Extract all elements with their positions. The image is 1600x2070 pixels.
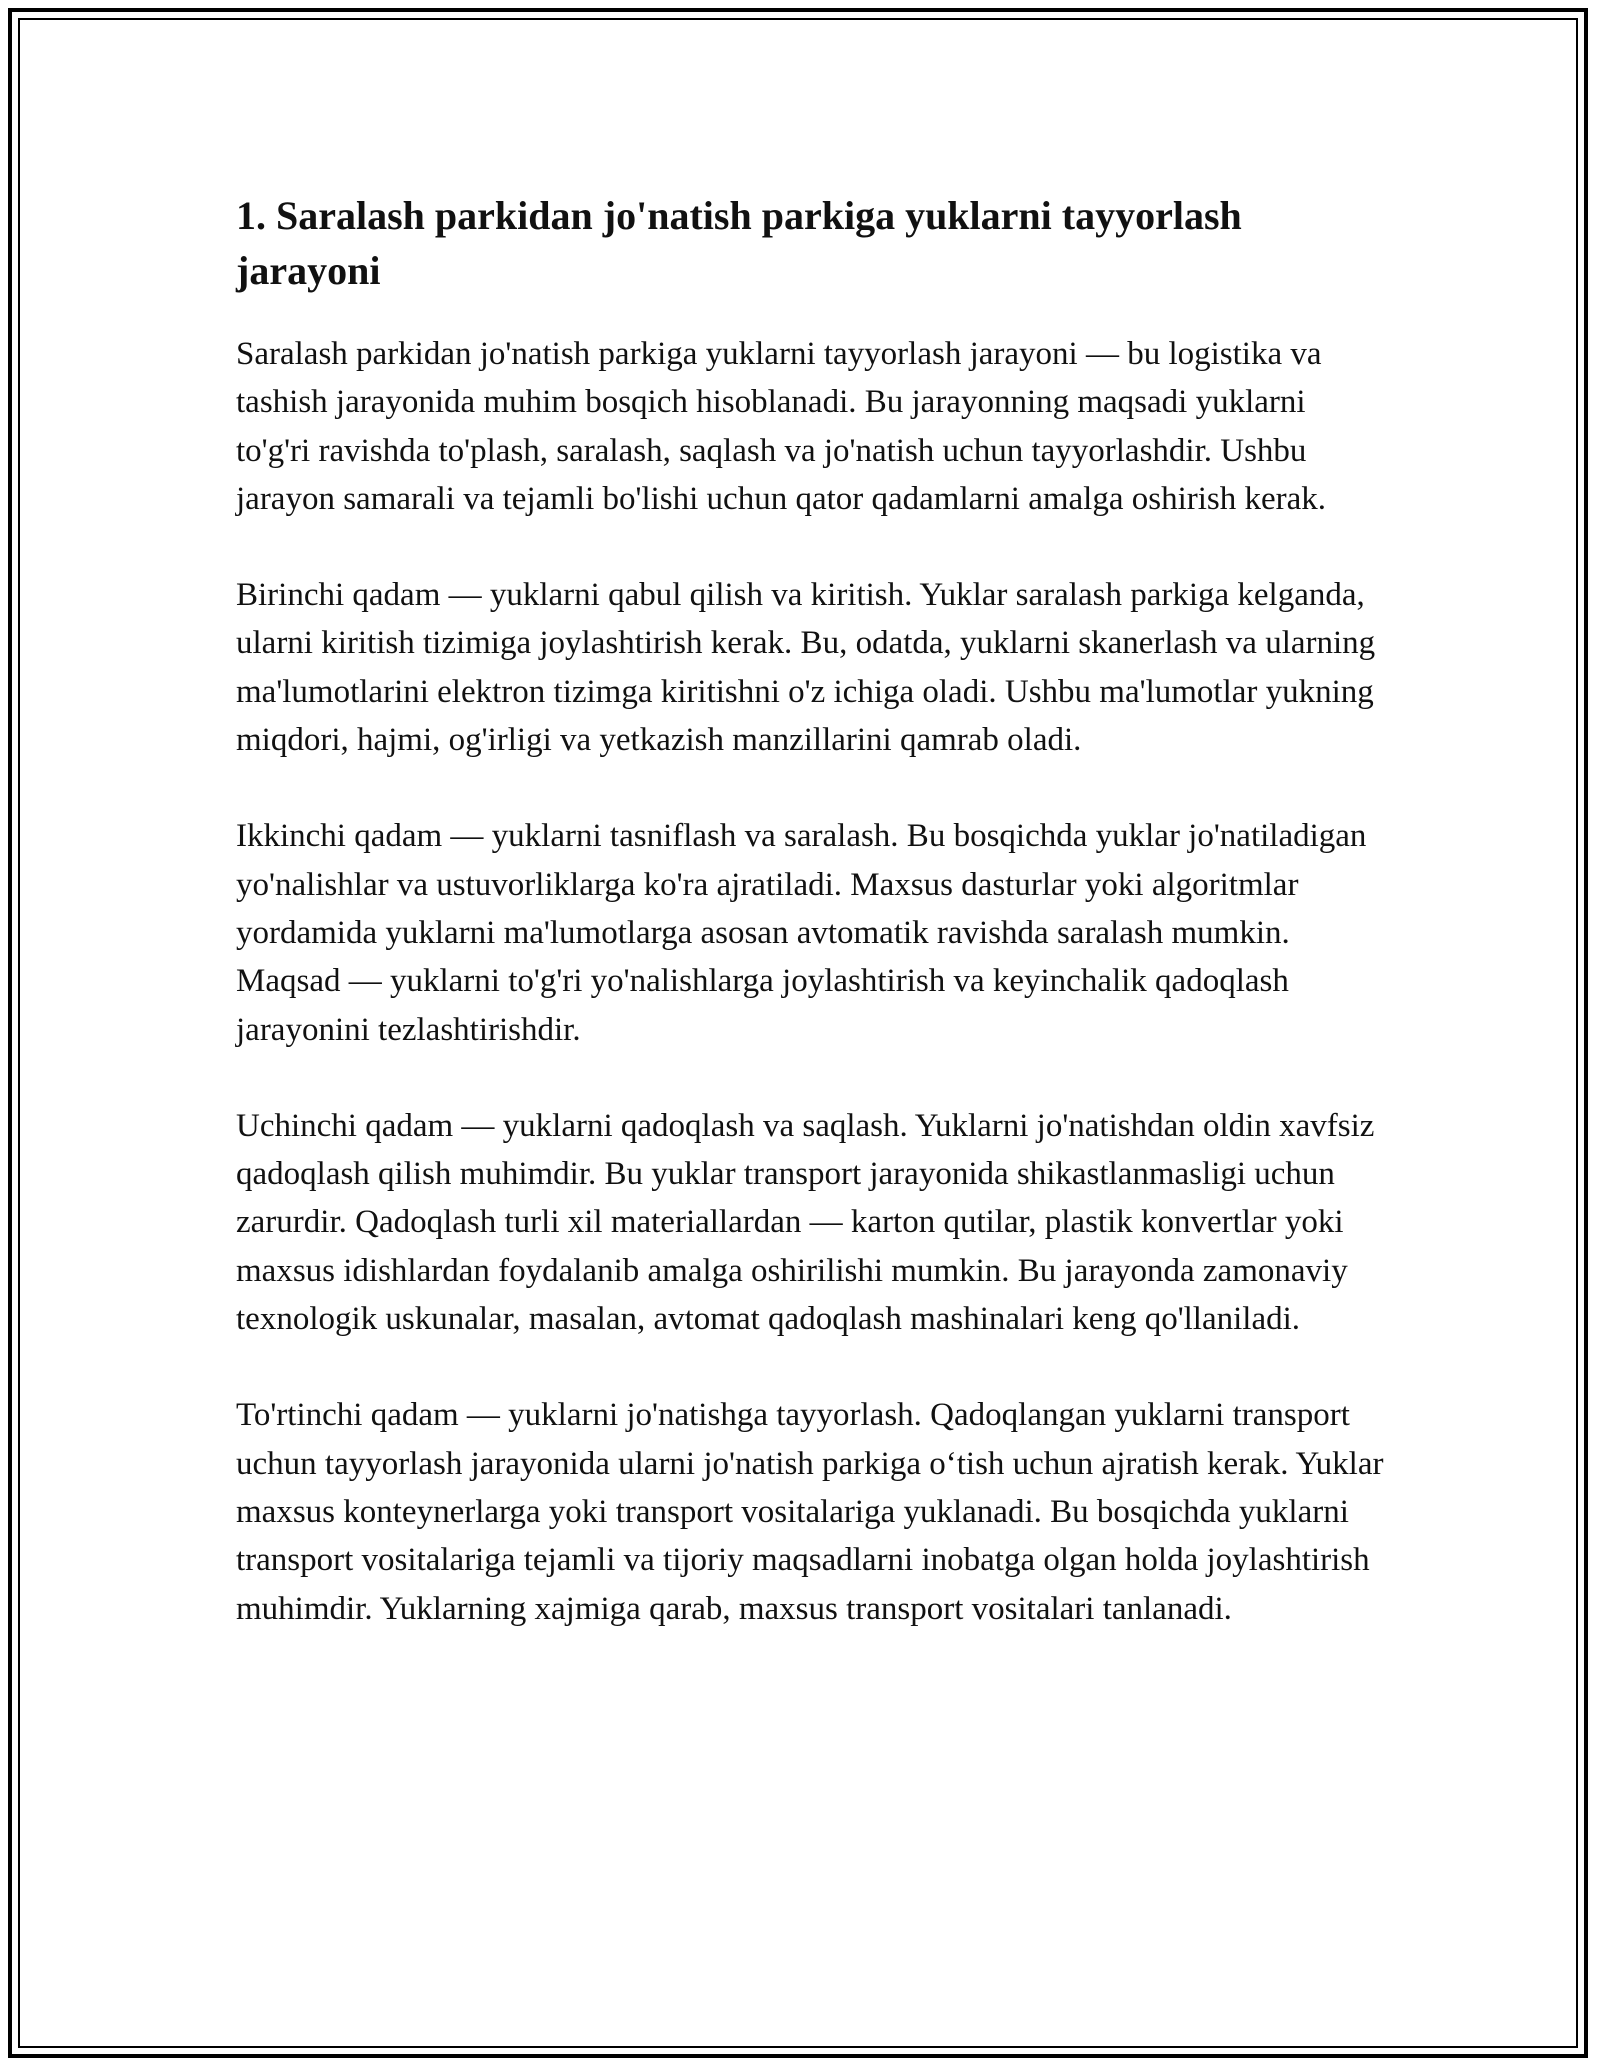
paragraph-intro: Saralash parkidan jo'natish parkiga yuklarni tayyorlash jarayoni — bu logistika va tashish jarayonida muhim bosqich hisoblanadi. Bu jarayonning maqsadi yuklarni to'g'ri ravishda to'plash, saralash, saqlash va jo'natish uchun tayyorlashdir. Ushbu jarayon samarali va tejamli bo'lishi uchun qator qadamlarni amalga oshirish kerak.	[236, 336, 1327, 517]
section-heading: 1. Saralash parkidan jo'natish parkiga yuklarni tayyorlash jarayoni	[236, 193, 1242, 293]
paragraph-step-1: Birinchi qadam — yuklarni qabul qilish va kiritish. Yuklar saralash parkiga kelganda, ularni kiritish tizimiga joylashtirish kerak. Bu, odatda, yuklarni skanerlash va ularning ma'lumotlarini elektron tizimga kiritishni o'z ichiga oladi. Ushbu ma'lumotlar yukning miqdori, hajmi, og'irligi va yetkazish manzillarini qamrab oladi.	[236, 577, 1376, 759]
paragraph-step-4: To'rtinchi qadam — yuklarni jo'natishga tayyorlash. Qadoqlangan yuklarni transport uchun tayyorlash jarayonida ularni jo'natish parkiga o‘tish uchun ajratish kerak. Yuklar maxsus konteynerlarga yoki transport vositalariga yuklanadi. Bu bosqichda yuklarni transport vositalariga tejamli va tijoriy maqsadlarni inobatga olgan holda joylashtirish muhimdir. Yuklarning xajmiga qarab, maxsus transport vositalari tanlanadi.	[236, 1397, 1384, 1627]
paragraph-step-3: Uchinchi qadam — yuklarni qadoqlash va saqlash. Yuklarni jo'natishdan oldin xavfsiz qadoqlash qilish muhimdir. Bu yuklar transport jarayonida shikastlanmasligi uchun zarurdir. Qadoqlash turli xil materiallardan — karton qutilar, plastik konvertlar yoki maxsus idishlardan foydalanib amalga oshirilishi mumkin. Bu jarayonda zamonaviy texnologik uskunalar, masalan, avtomat qadoqlash mashinalari keng qo'llaniladi.	[236, 1107, 1375, 1338]
document-body	[236, 188, 1386, 1681]
paragraph-step-2: Ikkinchi qadam — yuklarni tasniflash va saralash. Bu bosqichda yuklar jo'natiladigan yo'nalishlar va ustuvorliklarga ko'ra ajratiladi. Maxsus dasturlar yoki algoritmlar yordamida yuklarni ma'lumotlarga asosan avtomatik ravishda saralash mumkin. Maqsad — yuklarni to'g'ri yo'nalishlarga joylashtirish va keyinchalik qadoqlash jarayonini tezlashtirishdir.	[236, 818, 1367, 1048]
